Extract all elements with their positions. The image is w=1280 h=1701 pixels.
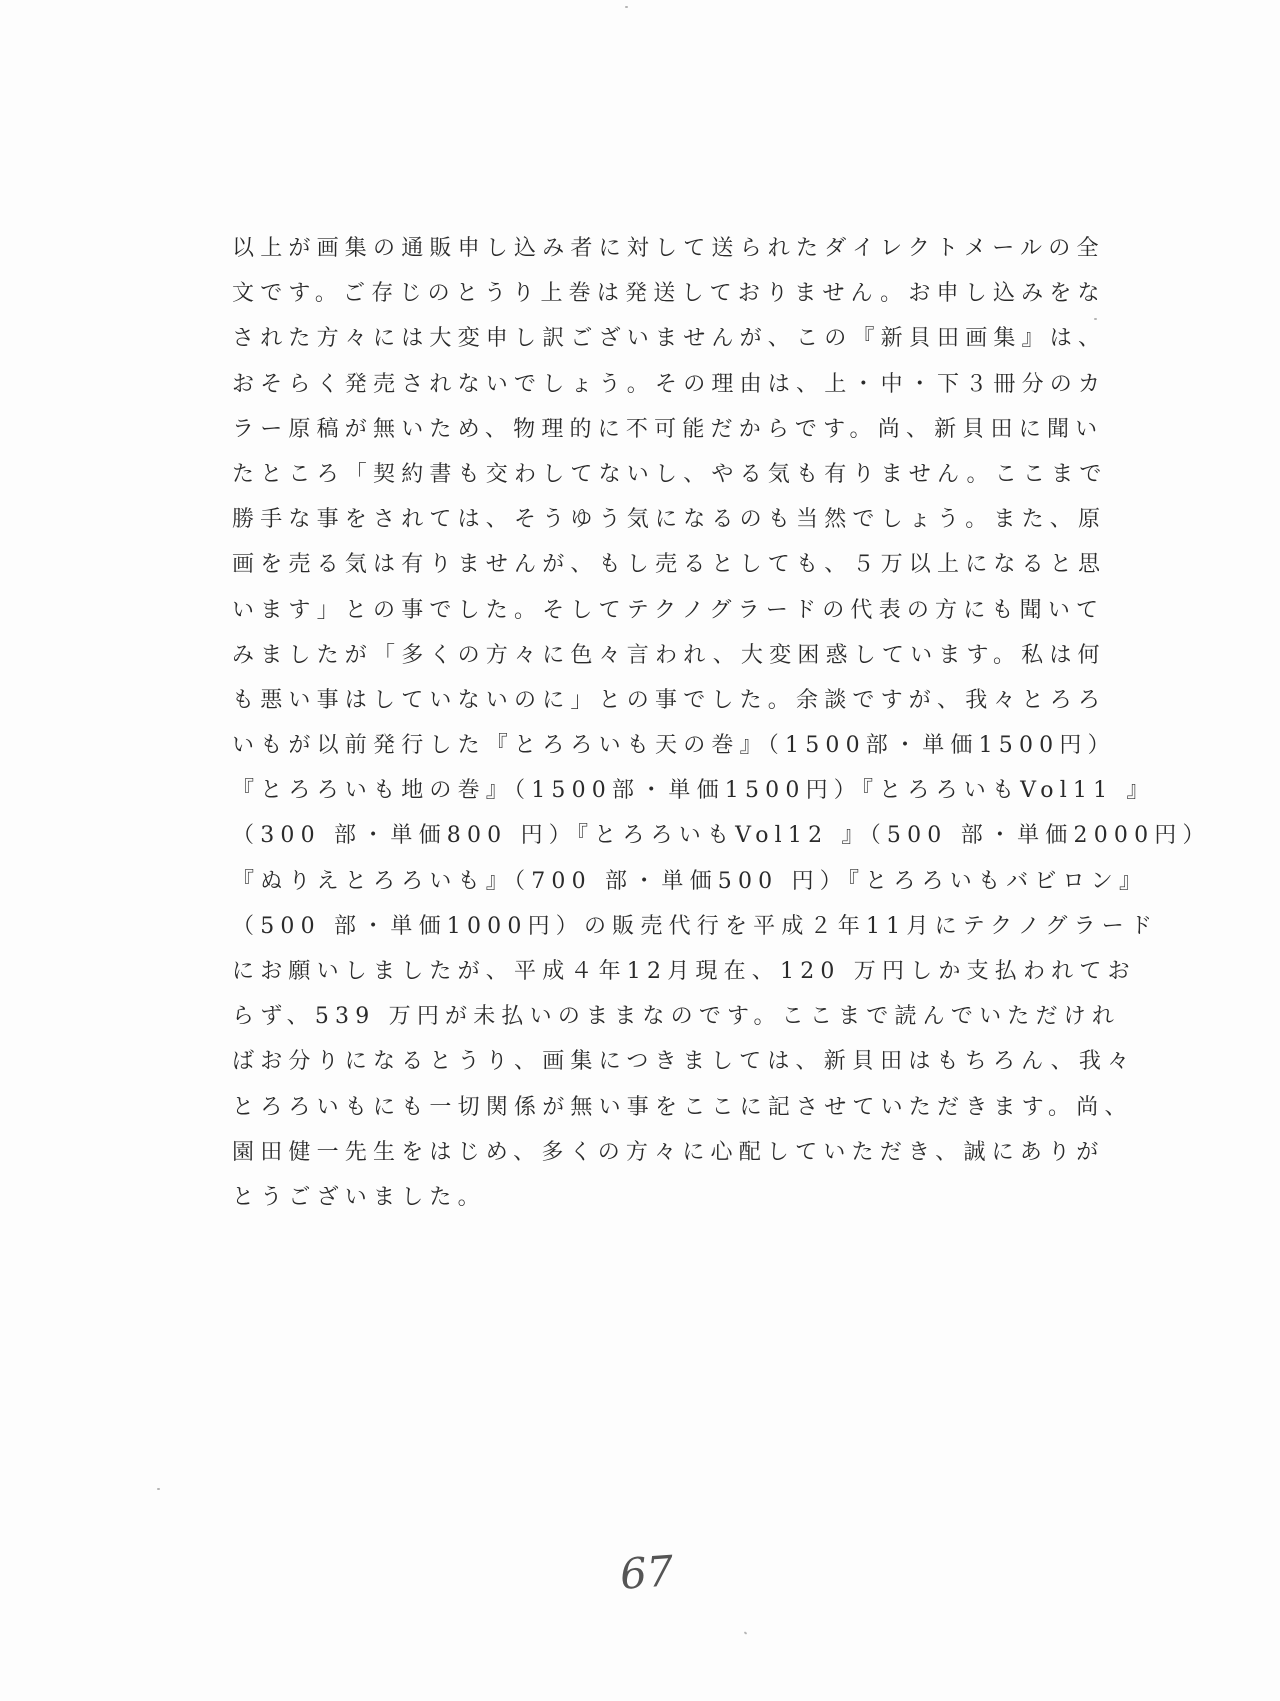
text-line: たところ「契約書も交わしてないし、やる気も有りません。ここまで (232, 461, 1108, 487)
text-line: 勝手な事をされては、そうゆう気になるのも当然でしょう。また、原 (232, 507, 1107, 533)
text-line: いもが以前発行した『とろろいも天の巻』（1500部・単価1500円） (232, 733, 1116, 759)
text-line: らず、539 万円が未払いのままなのです。ここまで読んでいただけれ (232, 1004, 1121, 1030)
body-text (232, 226, 1211, 1220)
text-line: された方々には大変申し訳ございませんが、この『新貝田画集』は、 (232, 326, 1107, 352)
scan-speck (157, 1488, 160, 1490)
text-line: とうございました。 (232, 1184, 486, 1210)
text-line: みましたが「多くの方々に色々言われ、大変困惑しています。私は何 (232, 642, 1106, 668)
text-line: ばお分りになるとうり、画集につきましては、新貝田はもちろん、我々 (232, 1049, 1136, 1075)
scan-speck (744, 1631, 748, 1634)
text-line: おそらく発売されないでしょう。その理由は、上・中・下３冊分のカ (232, 371, 1107, 397)
text-line: 文です。ご存じのとうり上巻は発送しておりません。お申し込みをな (232, 281, 1106, 307)
text-line: も悪い事はしていないのに」との事でした。余談ですが、我々とろろ (232, 687, 1107, 713)
scan-speck (625, 6, 628, 8)
text-line: （500 部・単価1000円）の販売代行を平成２年11月にテクノグラード (232, 913, 1159, 939)
text-line: 『とろろいも地の巻』（1500部・単価1500円）『とろろいもVol11 』 (232, 778, 1155, 804)
text-line: 園田健一先生をはじめ、多くの方々に心配していただき、誠にありが (232, 1139, 1105, 1165)
scan-speck (1094, 318, 1097, 320)
text-line: とろろいもにも一切関係が無い事をここに記させていただきます。尚、 (232, 1094, 1133, 1120)
text-line: 画を売る気は有りませんが、もし売るとしても、５万以上になると思 (232, 552, 1107, 578)
text-line: 『ぬりえとろろいも』（700 部・単価500 円）『とろろいもバビロン』 (232, 868, 1148, 894)
text-line: （300 部・単価800 円）『とろろいもVol12 』（500 部・単価2000円） (232, 823, 1211, 849)
page-number: 67 (618, 1546, 676, 1599)
text-line: 以上が画集の通販申し込み者に対して送られたダイレクトメールの全 (232, 236, 1105, 261)
text-line: にお願いしましたが、平成４年12月現在、120 万円しか支払われてお (232, 959, 1136, 984)
text-line: います」との事でした。そしてテクノグラードの代表の方にも聞いて (232, 597, 1105, 623)
text-line: ラー原稿が無いため、物理的に不可能だからです。尚、新貝田に聞い (232, 416, 1104, 442)
